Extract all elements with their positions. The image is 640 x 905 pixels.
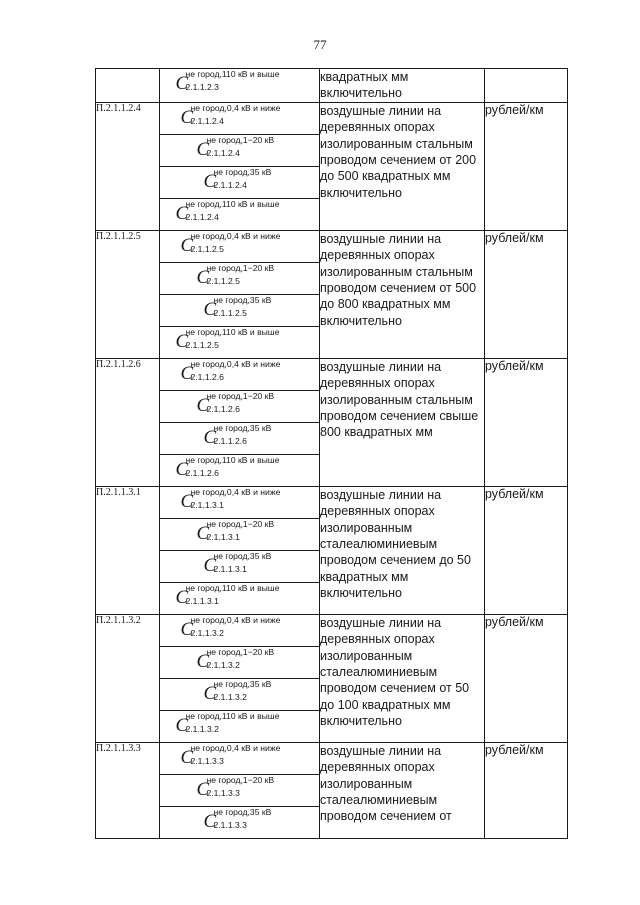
rate-symbol-cell (160, 262, 320, 294)
rate-formula (176, 199, 304, 225)
rate-formula (204, 551, 276, 577)
rate-symbol-cell (160, 710, 320, 742)
rate-symbol-cell (160, 518, 320, 550)
rate-symbol-superscript: не город,35 кВ (213, 166, 272, 177)
rate-formula (197, 263, 283, 289)
rate-formula (181, 615, 299, 641)
rate-symbol-letter: C (203, 682, 217, 704)
item-code: П.2.1.1.2.5 (96, 230, 160, 358)
rate-symbol-superscript: не город,110 кВ и выше (185, 198, 280, 209)
rate-formula (181, 743, 299, 769)
rate-symbol-subscript: 2.1.1.3.1 (213, 563, 247, 574)
rate-symbol-subscript: 2.1.1.3.3 (190, 755, 224, 766)
table-row (96, 614, 568, 646)
rate-symbol-subscript: 2.1.1.2.5 (185, 339, 219, 350)
rate-symbol-cell (160, 550, 320, 582)
rate-symbol-superscript: не город,110 кВ и выше (185, 454, 280, 465)
item-description: воздушные линии на деревянных опорах изолированным сталеалюминиевым проводом сечением от (320, 742, 485, 838)
rate-symbol-superscript: не город,110 кВ и выше (185, 69, 280, 79)
rate-formula (176, 711, 304, 737)
item-unit (485, 69, 568, 103)
rate-formula (204, 295, 276, 321)
rate-symbol-letter: C (175, 458, 189, 480)
item-code: П.2.1.1.3.3 (96, 742, 160, 838)
table-row (96, 742, 568, 774)
rate-symbol-cell (160, 102, 320, 134)
rate-symbol-letter: C (180, 490, 194, 512)
rate-symbol-superscript: не город,1−20 кВ (206, 646, 275, 657)
rate-symbol-cell (160, 390, 320, 422)
item-unit: рублей/км (485, 230, 568, 358)
rate-symbol-cell (160, 326, 320, 358)
rate-symbol-subscript: 2.1.1.3.2 (190, 627, 224, 638)
rate-symbol-letter: C (203, 426, 217, 448)
rate-symbol-cell (160, 422, 320, 454)
rate-formula (181, 487, 299, 513)
rate-symbol-subscript: 2.1.1.2.5 (206, 275, 240, 286)
rate-symbol-cell (160, 486, 320, 518)
rate-symbol-superscript: не город,110 кВ и выше (185, 582, 280, 593)
rate-symbol-cell (160, 742, 320, 774)
rate-symbol-subscript: 2.1.1.2.6 (190, 371, 224, 382)
rate-symbol-letter: C (203, 298, 217, 320)
rate-formula (181, 359, 299, 385)
rate-formula (181, 231, 299, 257)
page-number: 77 (313, 37, 327, 52)
rate-formula (204, 423, 276, 449)
table-row (96, 358, 568, 390)
rate-symbol-cell (160, 198, 320, 230)
item-description: воздушные линии на деревянных опорах изолированным стальным проводом сечением свыше 800 квадратных мм (320, 358, 485, 486)
rate-symbol-superscript: не город,35 кВ (213, 422, 272, 433)
rate-symbol-cell (160, 614, 320, 646)
rate-symbol-subscript: 2.1.1.2.4 (206, 147, 240, 158)
rate-symbol-letter: C (175, 586, 189, 608)
rate-symbol-cell (160, 134, 320, 166)
rate-symbol-letter: C (180, 234, 194, 256)
rate-symbol-subscript: 2.1.1.3.3 (206, 787, 240, 798)
rate-symbol-letter: C (175, 202, 189, 224)
rate-symbol-subscript: 2.1.1.2.4 (190, 115, 224, 126)
rate-symbol-letter: C (203, 170, 217, 192)
rate-symbol-letter: C (196, 138, 210, 160)
table-row (96, 69, 568, 103)
rate-symbol-subscript: 2.1.1.3.2 (206, 659, 240, 670)
rate-symbol-superscript: не город,110 кВ и выше (185, 326, 280, 337)
rate-symbol-letter: C (175, 714, 189, 736)
rate-symbol-subscript: 2.1.1.2.6 (185, 467, 219, 478)
rate-symbol-subscript: 2.1.1.3.1 (185, 595, 219, 606)
tariff-table-body (96, 69, 568, 839)
item-code: П.2.1.1.3.1 (96, 486, 160, 614)
item-code: П.2.1.1.2.4 (96, 102, 160, 230)
rate-symbol-superscript: не город,1−20 кВ (206, 518, 275, 529)
tariff-table (95, 68, 568, 839)
item-description: воздушные линии на деревянных опорах изолированным стальным проводом сечением от 200 до 500 квадратных мм включительно (320, 102, 485, 230)
rate-symbol-superscript: не город,1−20 кВ (206, 262, 275, 273)
item-description: воздушные линии на деревянных опорах изолированным сталеалюминиевым проводом сечением до 50 квадратных мм включительно (320, 486, 485, 614)
rate-symbol-superscript: не город,0,4 кВ и ниже (190, 230, 281, 241)
rate-formula (176, 583, 304, 609)
rate-symbol-superscript: не город,35 кВ (213, 806, 272, 817)
rate-symbol-superscript: не город,0,4 кВ и ниже (190, 358, 281, 369)
table-row (96, 486, 568, 518)
rate-formula (204, 167, 276, 193)
rate-formula (204, 679, 276, 705)
rate-symbol-letter: C (196, 266, 210, 288)
rate-formula (197, 135, 283, 161)
rate-formula (176, 69, 304, 95)
rate-symbol-superscript: не город,0,4 кВ и ниже (190, 614, 281, 625)
rate-symbol-cell (160, 646, 320, 678)
rate-symbol-letter: C (180, 746, 194, 768)
table-row (96, 230, 568, 262)
item-code: П.2.1.1.3.2 (96, 614, 160, 742)
rate-symbol-letter: C (196, 522, 210, 544)
item-code (96, 69, 160, 103)
rate-symbol-cell (160, 166, 320, 198)
rate-formula (176, 455, 304, 481)
rate-symbol-subscript: 2.1.1.3.2 (213, 691, 247, 702)
rate-symbol-subscript: 2.1.1.3.2 (185, 723, 219, 734)
rate-formula (197, 391, 283, 417)
item-unit: рублей/км (485, 614, 568, 742)
item-description: воздушные линии на деревянных опорах изолированным сталеалюминиевым проводом сечением от 50 до 100 квадратных мм включительно (320, 614, 485, 742)
rate-symbol-superscript: не город,35 кВ (213, 294, 272, 305)
rate-symbol-cell (160, 69, 320, 103)
rate-symbol-cell (160, 774, 320, 806)
rate-formula (204, 807, 276, 833)
rate-symbol-cell (160, 294, 320, 326)
rate-symbol-superscript: не город,35 кВ (213, 678, 272, 689)
rate-symbol-subscript: 2.1.1.2.3 (185, 82, 219, 92)
rate-symbol-subscript: 2.1.1.2.4 (213, 179, 247, 190)
rate-symbol-superscript: не город,0,4 кВ и ниже (190, 102, 281, 113)
rate-symbol-subscript: 2.1.1.2.5 (213, 307, 247, 318)
rate-symbol-letter: C (196, 778, 210, 800)
rate-formula (197, 775, 283, 801)
table-row (96, 102, 568, 134)
rate-symbol-subscript: 2.1.1.2.5 (190, 243, 224, 254)
rate-formula (176, 327, 304, 353)
item-unit: рублей/км (485, 102, 568, 230)
rate-formula (181, 103, 299, 129)
rate-symbol-letter: C (175, 330, 189, 352)
rate-symbol-subscript: 2.1.1.2.6 (206, 403, 240, 414)
rate-symbol-superscript: не город,1−20 кВ (206, 774, 275, 785)
rate-symbol-cell (160, 230, 320, 262)
item-unit: рублей/км (485, 742, 568, 838)
rate-symbol-cell (160, 678, 320, 710)
rate-symbol-superscript: не город,1−20 кВ (206, 134, 275, 145)
rate-symbol-letter: C (180, 106, 194, 128)
rate-symbol-subscript: 2.1.1.2.6 (213, 435, 247, 446)
rate-symbol-letter: C (203, 810, 217, 832)
rate-symbol-letter: C (196, 394, 210, 416)
rate-symbol-letter: C (175, 73, 189, 94)
rate-symbol-letter: C (203, 554, 217, 576)
rate-symbol-cell (160, 582, 320, 614)
rate-symbol-superscript: не город,1−20 кВ (206, 390, 275, 401)
rate-symbol-cell (160, 358, 320, 390)
rate-symbol-cell (160, 454, 320, 486)
item-description: воздушные линии на деревянных опорах изолированным стальным проводом сечением от 500 до 800 квадратных мм включительно (320, 230, 485, 358)
item-unit: рублей/км (485, 486, 568, 614)
rate-symbol-cell (160, 806, 320, 838)
rate-symbol-subscript: 2.1.1.3.1 (190, 499, 224, 510)
rate-symbol-letter: C (180, 362, 194, 384)
rate-symbol-superscript: не город,110 кВ и выше (185, 710, 280, 721)
item-code: П.2.1.1.2.6 (96, 358, 160, 486)
item-unit: рублей/км (485, 358, 568, 486)
rate-symbol-subscript: 2.1.1.3.3 (213, 819, 247, 830)
rate-formula (197, 519, 283, 545)
rate-formula (197, 647, 283, 673)
item-description: квадратных мм включительно (320, 69, 485, 103)
rate-symbol-letter: C (196, 650, 210, 672)
rate-symbol-subscript: 2.1.1.2.4 (185, 211, 219, 222)
rate-symbol-letter: C (180, 618, 194, 640)
rate-symbol-superscript: не город,35 кВ (213, 550, 272, 561)
rate-symbol-superscript: не город,0,4 кВ и ниже (190, 742, 281, 753)
rate-symbol-superscript: не город,0,4 кВ и ниже (190, 486, 281, 497)
rate-symbol-subscript: 2.1.1.3.1 (206, 531, 240, 542)
